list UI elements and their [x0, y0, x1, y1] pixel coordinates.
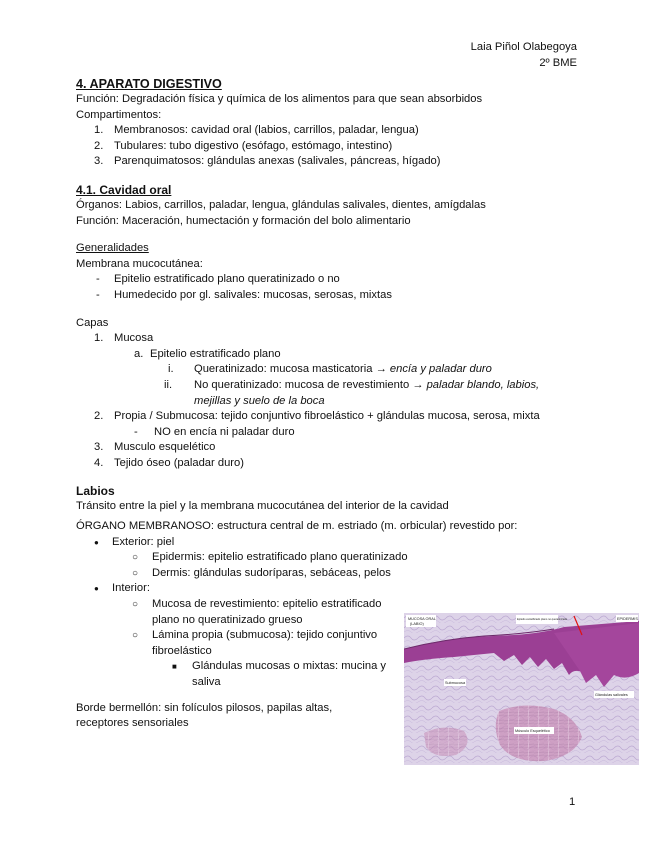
list-item: 4. Tejido óseo (paladar duro)	[94, 456, 244, 469]
histology-svg	[404, 613, 639, 765]
organo-line: ÓRGANO MEMBRANOSO: estructura central de m. estriado (m. orbicular) revestido por:	[76, 520, 518, 533]
list-item: ○ Epidermis: epitelio estratificado plano queratinizado	[132, 551, 408, 564]
list-item: 1. Mucosa	[94, 332, 154, 345]
membrane-label: Membrana mucocutánea:	[76, 257, 203, 270]
label-musculo: Músculo Esquelético	[515, 729, 550, 733]
author-name: Laia Piñol Olabegoya	[470, 41, 577, 53]
list-item: 2. Propia / Submucosa: tejido conjuntivo fibroelástico + glándulas mucosa, serosa, mixta	[94, 410, 540, 423]
label-submucosa: Submucosa	[445, 681, 466, 685]
list-item: ○ Lámina propia (submucosa): tejido conjuntivo	[132, 629, 378, 642]
transito-line: Tránsito entre la piel y la membrana mucocutánea del interior de la cavidad	[76, 500, 449, 513]
generalidades-title: Generalidades	[76, 242, 149, 255]
page-header	[471, 39, 577, 71]
list-item: a. Epitelio estratificado plano	[134, 347, 281, 360]
list-item: - Humedecido por gl. salivales: mucosas, serosas, mixtas	[96, 288, 392, 301]
list-item-continuation: saliva	[192, 676, 221, 688]
list-item: ● Interior:	[94, 582, 150, 595]
label-mucosa-oral: MUCOSA ORAL	[408, 617, 436, 621]
label-epitelio: Epitelio estratificado plano no queratinizado	[517, 618, 568, 621]
list-item: i. Queratinizado: mucosa masticatoria → encía y paladar duro	[168, 363, 492, 376]
list-item: 3. Musculo esquelético	[94, 441, 216, 454]
compartments-label: Compartimentos:	[76, 108, 162, 121]
function-line: Función: Maceración, humectación y formación del bolo alimentario	[76, 214, 411, 227]
function-line: Función: Degradación física y química de los alimentos para que sean absorbidos	[76, 93, 483, 105]
capas-label: Capas	[76, 316, 109, 329]
labios-title: Labios	[76, 484, 115, 499]
list-item-continuation: fibroelástico	[152, 644, 212, 657]
list-item-continuation: mejillas y suelo de la boca	[194, 394, 325, 407]
borde-line: Borde bermellón: sin folículos pilosos, papilas altas,	[76, 701, 333, 714]
list-item: 3. Parenquimatosos: glándulas anexas (salivales, páncreas, hígado)	[94, 155, 441, 168]
organs-line: Órganos: Labios, carrillos, paladar, lengua, glándulas salivales, dientes, amígdalas	[76, 198, 486, 211]
list-item: ■ Glándulas mucosas o mixtas: mucina y	[172, 660, 386, 673]
page-number: 1	[569, 796, 576, 808]
list-item: ii. No queratinizado: mucosa de revestimiento → paladar blando, labios,	[164, 378, 540, 391]
list-item: ○ Mucosa de revestimiento: epitelio estratificado	[132, 598, 382, 611]
course-label: 2º BME	[539, 57, 577, 69]
list-item: - NO en encía ni paladar duro	[134, 425, 295, 438]
list-item: ○ Dermis: glándulas sudoríparas, sebáceas, pelos	[132, 566, 391, 579]
list-item: ● Exterior: piel	[94, 535, 175, 548]
list-item: 1. Membranosos: cavidad oral (labios, carrillos, paladar, lengua)	[94, 124, 419, 137]
list-item: 2. Tubulares: tubo digestivo (esófago, estómago, intestino)	[94, 139, 393, 152]
label-glandulas: Glándulas salivales	[595, 693, 628, 697]
histology-image	[404, 613, 639, 765]
label-epidermis: EPIDERMIS	[617, 617, 638, 621]
section-title: 4. APARATO DIGESTIVO	[76, 77, 222, 91]
label-labio: (LABIO)	[410, 622, 424, 626]
subsection-title: 4.1. Cavidad oral	[76, 182, 172, 197]
list-item: - Epitelio estratificado plano queratinizado o no	[96, 273, 340, 286]
borde-line-2: receptores sensoriales	[76, 717, 189, 730]
list-item-continuation: plano no queratinizado grueso	[152, 613, 303, 626]
